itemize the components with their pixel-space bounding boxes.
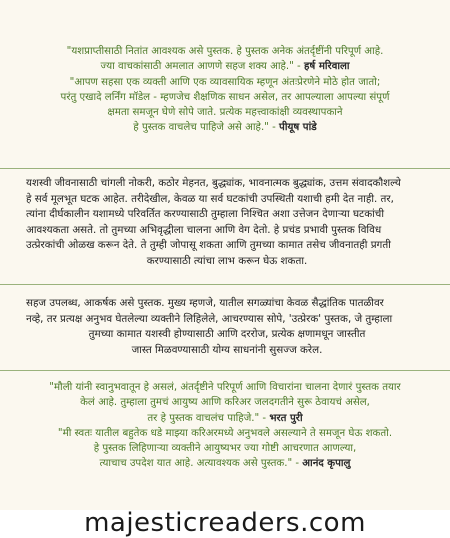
paragraph-line: हे सर्व मूलभूत घटक आहेत. तरीदेखील, केवळ या सर्व घटकांची उपस्थिती यशाची हमी देत नाही. तर,: [26, 192, 394, 205]
endorsement-line: हे पुस्तक लिहिणाऱ्या व्यक्तीने आयुष्यभर ज्या गोष्टी आचरणात आणल्या,: [93, 443, 357, 455]
endorsement-line: हे पुस्तक वाचलेच पाहिजे असे आहे." - पीयूष पांडे: [133, 122, 317, 134]
endorsement-line: क्षमता समजून घेणे सोपे जाते. प्रत्येक महत्त्वाकांक्षी व्यवस्थापकाने: [107, 107, 343, 119]
endorser-name: भरत पुरी: [269, 412, 303, 424]
divider-top: [0, 168, 450, 169]
divider-middle: [0, 284, 450, 285]
paragraph-line: त्यांना दीर्घकालीन यशामध्ये परिवर्तित करण्यासाठी तुम्हाला निश्चित अशा उत्तेजन देणाऱ्या घटकांची: [26, 208, 385, 221]
endorsement-line: केलं आहे. तुम्हाला तुमचं आयुष्य आणि करिअर जलदगतीने सुरू ठेवायचं असेल,: [80, 397, 370, 409]
endorsement-line: "आपण सहसा एक व्यक्ती आणि एक व्यावसायिक म्हणून अंतःप्रेरणेने मोठे होत जातो;: [69, 76, 381, 88]
endorser-name: आनंद कृपालु: [302, 458, 351, 470]
paragraph-line: सहज उपलब्ध, आकर्षक असे पुस्तक. मुख्य म्हणजे, यातील सगळ्यांचा केवळ सैद्धांतिक पातळीवर: [26, 297, 384, 309]
paragraph-line: करण्यासाठी त्यांचा लाभ करून घेऊ शकता.: [146, 254, 308, 267]
description-paragraph-1: [26, 176, 428, 270]
endorsement-line: ज्या वाचकांसाठी अमलात आणणे सहज शक्य आहे." - हर्ष मरिवाला: [100, 61, 350, 73]
bottom-endorsements: [14, 380, 436, 472]
paragraph-line: आवश्यकता असते. तो तुमच्या अभिवृद्धीला चालना आणि वेग देतो. हे प्रचंड प्रभावी पुस्तक विविध: [26, 223, 382, 236]
description-paragraph-2: [26, 296, 428, 358]
divider-bottom: [0, 370, 450, 371]
paragraph-line: तुमच्या कामात यशस्वी होण्यासाठी आणि दररोज, प्रत्येक क्षणामधून जास्तीत: [88, 328, 366, 341]
endorsement-line: "मी स्वतः यातील बहुतेक धडे माझ्या करिअरमध्ये अनुभवले असल्याने ते समजून घेऊ शकतो.: [57, 427, 393, 439]
endorser-name: हर्ष मरिवाला: [303, 61, 350, 73]
paragraph-line: जास्त मिळवण्यासाठी योग्य साधनांनी सुसज्ज करेल.: [131, 343, 323, 356]
endorsement-line: तर हे पुस्तक वाचलंच पाहिजे." - भरत पुरी: [147, 412, 303, 424]
endorsement-line: त्याचाच उपदेश यात आहे. अत्यावश्यक असे पुस्तक." - आनंद कृपालु: [99, 458, 351, 470]
website-footer: majesticreaders.com: [84, 508, 366, 538]
paragraph-line: नव्हे, तर प्रत्यक्ष अनुभव घेतलेल्या व्यक्तीने लिहिलेले, आचरण्यास सोपे, 'उत्प्रेरक' पुस्तक, जे तुम्हाला: [26, 312, 393, 325]
endorsement-line: परंतु एखादे लर्निंग मॉडेल - म्हणजेच शैक्षणिक साधन असेल, तर आपल्याला आपल्या संपूर्ण: [60, 91, 390, 103]
endorsement-line: "यशप्राप्तीसाठी नितांत आवश्यक असे पुस्तक. हे पुस्तक अनेक अंतर्दृष्टींनी परिपूर्ण आहे.: [66, 46, 384, 57]
paragraph-line: उत्प्रेरकांची ओळख करून देते. ते तुम्ही जोपासू शकता आणि तुमच्या कामात तसेच जीवनातही प्रगती: [26, 239, 391, 252]
endorser-name: पीयूष पांडे: [279, 122, 317, 134]
top-endorsements: [14, 44, 436, 136]
paragraph-line: यशस्वी जीवनासाठी चांगली नोकरी, कठोर मेहनत, बुद्ध्यांक, भावनात्मक बुद्ध्यांक, उत्तम संवादकौशल्ये: [26, 177, 401, 189]
endorsement-line: "मौली यांनी स्वानुभवातून हे असलं, अंतर्दृष्टीने परिपूर्ण आणि विचारांना चालना देणारं पुस्तक तयार: [49, 382, 401, 393]
